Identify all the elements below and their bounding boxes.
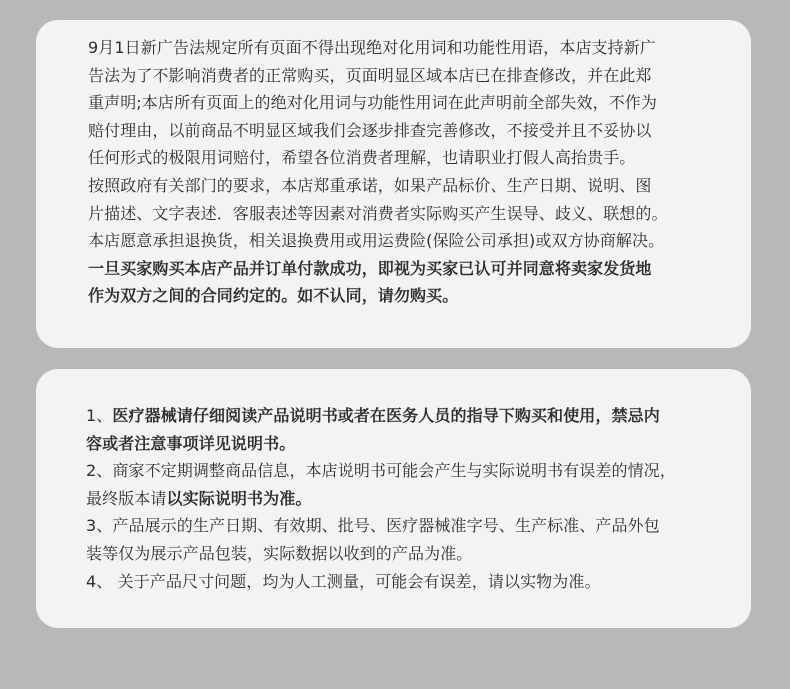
tip-item-3-line-1: 3、产品展示的生产日期、有效期、批号、医疗器械准字号、生产标准、产品外包 bbox=[86, 516, 660, 536]
notice-line: 赔付理由，以前商品不明显区域我们会逐步排查完善修改，不接受并且不妥协以 bbox=[88, 120, 652, 140]
product-tips-card bbox=[36, 369, 751, 628]
tip-item-1-line-1 bbox=[86, 402, 725, 430]
tip-bold-text: 医疗器械请仔细阅读产品说明书或者在医务人员的指导下购买和使用，禁忌内 bbox=[112, 406, 660, 425]
tip-item-2-line-2 bbox=[86, 485, 725, 513]
notice-line: 片描述、文字表述．客服表述等因素对消费者实际购买产生误导、歧义、联想的。 bbox=[88, 203, 668, 223]
tip-item-2-line-1: 2、商家不定期调整商品信息，本店说明书可能会产生与实际说明书有误差的情况， bbox=[86, 461, 676, 481]
notice-bold-line: 一旦买家购买本店产品并订单付款成功，即视为买家已认可并同意将卖家发货地 bbox=[88, 258, 652, 278]
notice-line: 告法为了不影响消费者的正常购买，页面明显区域本店已在排查修改，并在此郑 bbox=[88, 65, 652, 85]
tip-item-1-line-2: 容或者注意事项详见说明书。 bbox=[86, 433, 296, 453]
tip-text: 最终版本请 bbox=[86, 488, 167, 508]
tip-bold-text: 以实际说明书为准。 bbox=[166, 488, 312, 508]
notice-line: 9月1日新广告法规定所有页面不得出现绝对化用词和功能性用语，本店支持新广 bbox=[88, 38, 656, 57]
tip-number: 1、 bbox=[86, 406, 113, 425]
notice-line: 按照政府有关部门的要求，本店郑重承诺，如果产品标价、生产日期、说明、图 bbox=[88, 175, 652, 195]
notice-line: 任何形式的极限用词赔付，希望各位消费者理解，也请职业打假人高抬贵手。 bbox=[88, 148, 636, 168]
notice-line: 重声明;本店所有页面上的绝对化用词与功能性用词在此声明前全部失效，不作为 bbox=[88, 93, 657, 113]
tip-item-4-line-1: 4、 关于产品尺寸问题，均为人工测量，可能会有误差，请以实物为准。 bbox=[86, 571, 601, 591]
legal-notice-card bbox=[36, 20, 751, 348]
notice-line: 本店愿意承担退换货，相关退换费用或用运费险(保险公司承担)或双方协商解决。 bbox=[88, 231, 665, 251]
tip-item-3-line-2: 装等仅为展示产品包装，实际数据以收到的产品为准。 bbox=[86, 543, 473, 563]
notice-bold-line: 作为双方之间的合同约定的。如不认同，请勿购买。 bbox=[88, 286, 459, 306]
